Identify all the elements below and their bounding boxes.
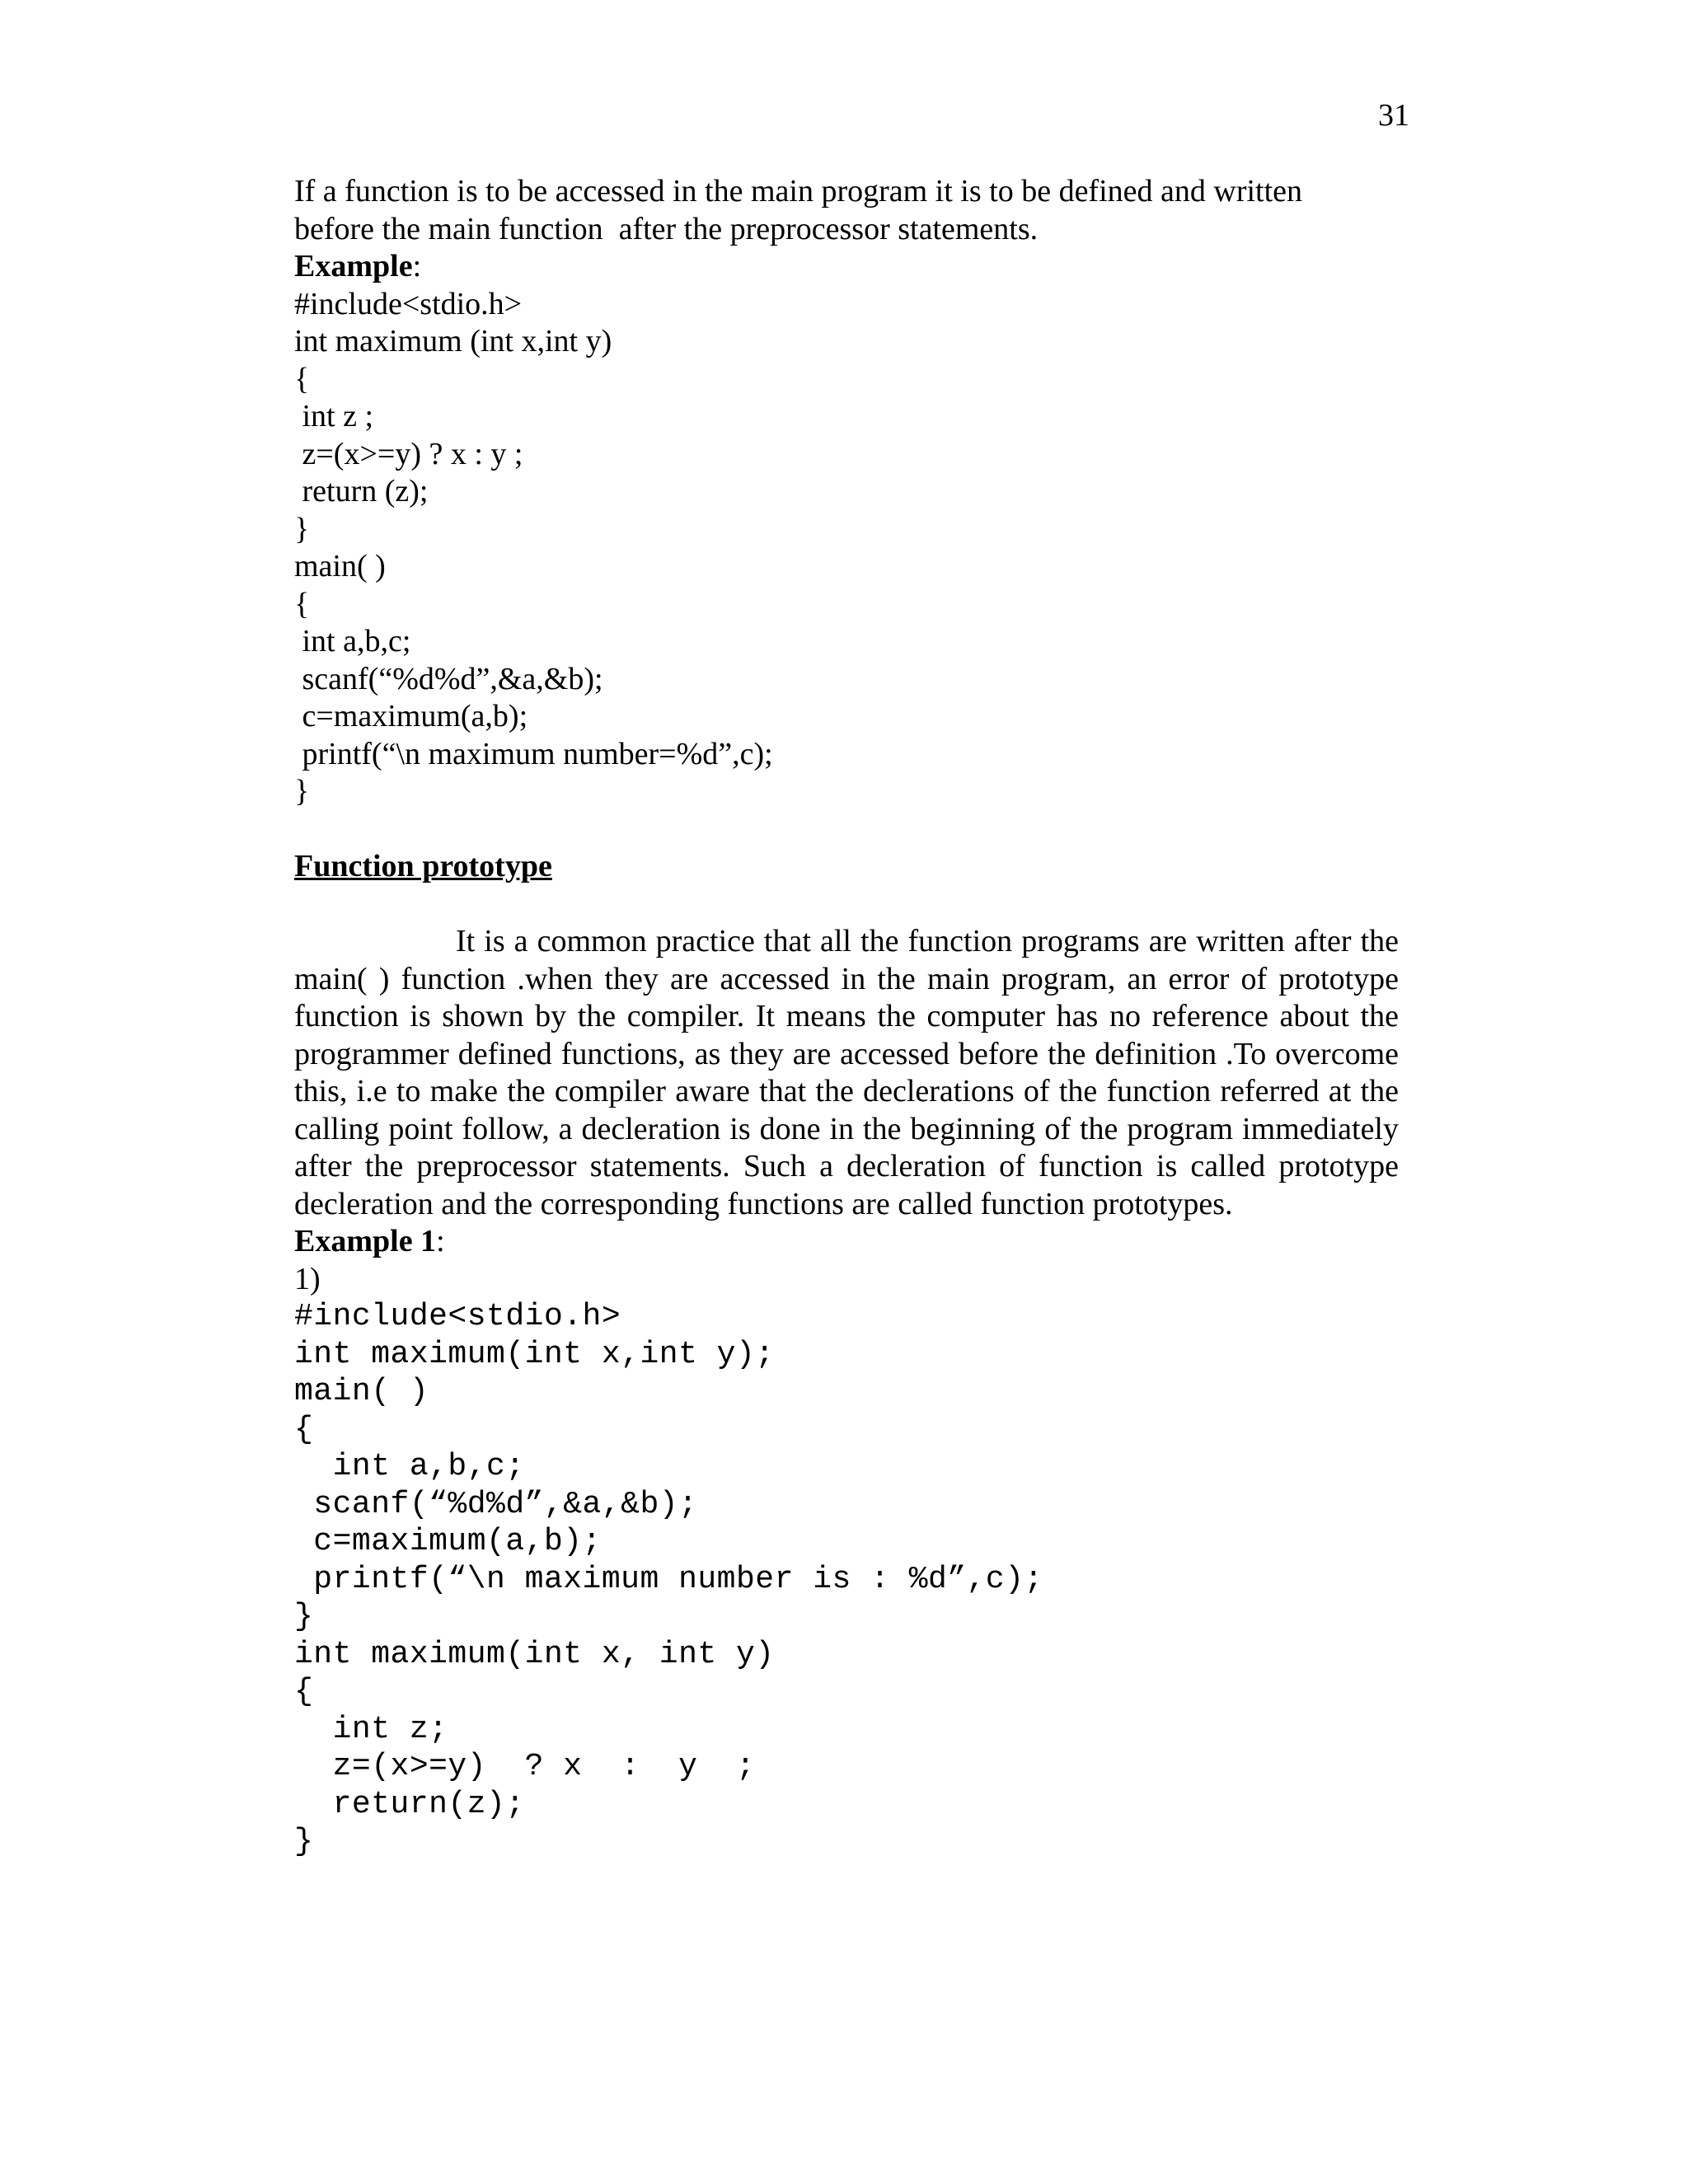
code-line: scanf(“%d%d”,&a,&b);	[294, 1486, 698, 1522]
code-line: {	[294, 1411, 314, 1447]
code-line: {	[294, 586, 310, 621]
code-line: int a,b,c;	[294, 624, 411, 658]
code-line: return(z);	[294, 1786, 525, 1822]
code-line: int maximum(int x,int y);	[294, 1336, 775, 1372]
code-line: c=maximum(a,b);	[294, 1524, 602, 1559]
page-content	[294, 173, 1399, 1861]
code-line: }	[294, 1824, 314, 1859]
example-colon: :	[412, 249, 422, 284]
example-code-block	[294, 286, 1399, 811]
code-line: main( )	[294, 1374, 429, 1409]
intro-line-2: before the main function after the preprocessor statements.	[294, 211, 1039, 246]
example-label: Example	[294, 249, 413, 284]
code-line: scanf(“%d%d”,&a,&b);	[294, 661, 603, 696]
code-line: return (z);	[294, 474, 429, 509]
code-line: {	[294, 1674, 314, 1709]
section-heading: Function prototype	[294, 849, 552, 883]
code-line: printf(“\n maximum number is : %d”,c);	[294, 1561, 1043, 1597]
code-line: c=maximum(a,b);	[294, 699, 528, 733]
code-line: printf(“\n maximum number=%d”,c);	[294, 736, 773, 771]
code-line: #include<stdio.h>	[294, 1299, 621, 1334]
example1-code-block	[294, 1298, 1399, 1861]
code-line: int a,b,c;	[294, 1449, 525, 1484]
example1-label: Example 1	[294, 1224, 437, 1258]
code-line: main( )	[294, 549, 386, 583]
example1-colon: :	[436, 1224, 445, 1258]
intro-line-1: If a function is to be accessed in the main program it is to be defined and written	[294, 174, 1303, 209]
code-line: {	[294, 361, 310, 396]
example1-heading	[294, 1223, 1399, 1261]
code-line: }	[294, 1599, 314, 1634]
body-paragraph	[294, 923, 1399, 1223]
code-line: }	[294, 511, 310, 546]
code-line: int maximum (int x,int y)	[294, 324, 612, 359]
code-line: }	[294, 774, 310, 808]
page-number: 31	[1378, 98, 1409, 133]
code-line: z=(x>=y) ? x : y ;	[294, 1749, 756, 1784]
paragraph-text: It is a common practice that all the function programs are written after the main( ) function .when they are accessed in the main program, an error of prototype function is shown by the compiler. It means the computer has no reference about the programmer defined functions, as they are accessed before the definition .To overcome this, i.e to make the compiler aware that the declerations of the function referred at the calling point follow, a decleration is done in the beginning of the program immediately after the preprocessor statements. Such a decleration of function is called prototype decleration and the corresponding functions are called function prototypes.	[294, 924, 1399, 1221]
code-line: int z ;	[294, 399, 374, 434]
code-line: int z;	[294, 1711, 448, 1747]
code-line: int maximum(int x, int y)	[294, 1636, 775, 1672]
code-line: z=(x>=y) ? x : y ;	[294, 436, 523, 471]
code-line: #include<stdio.h>	[294, 286, 523, 321]
example-heading	[294, 248, 1399, 286]
example1-number: 1)	[294, 1261, 321, 1296]
